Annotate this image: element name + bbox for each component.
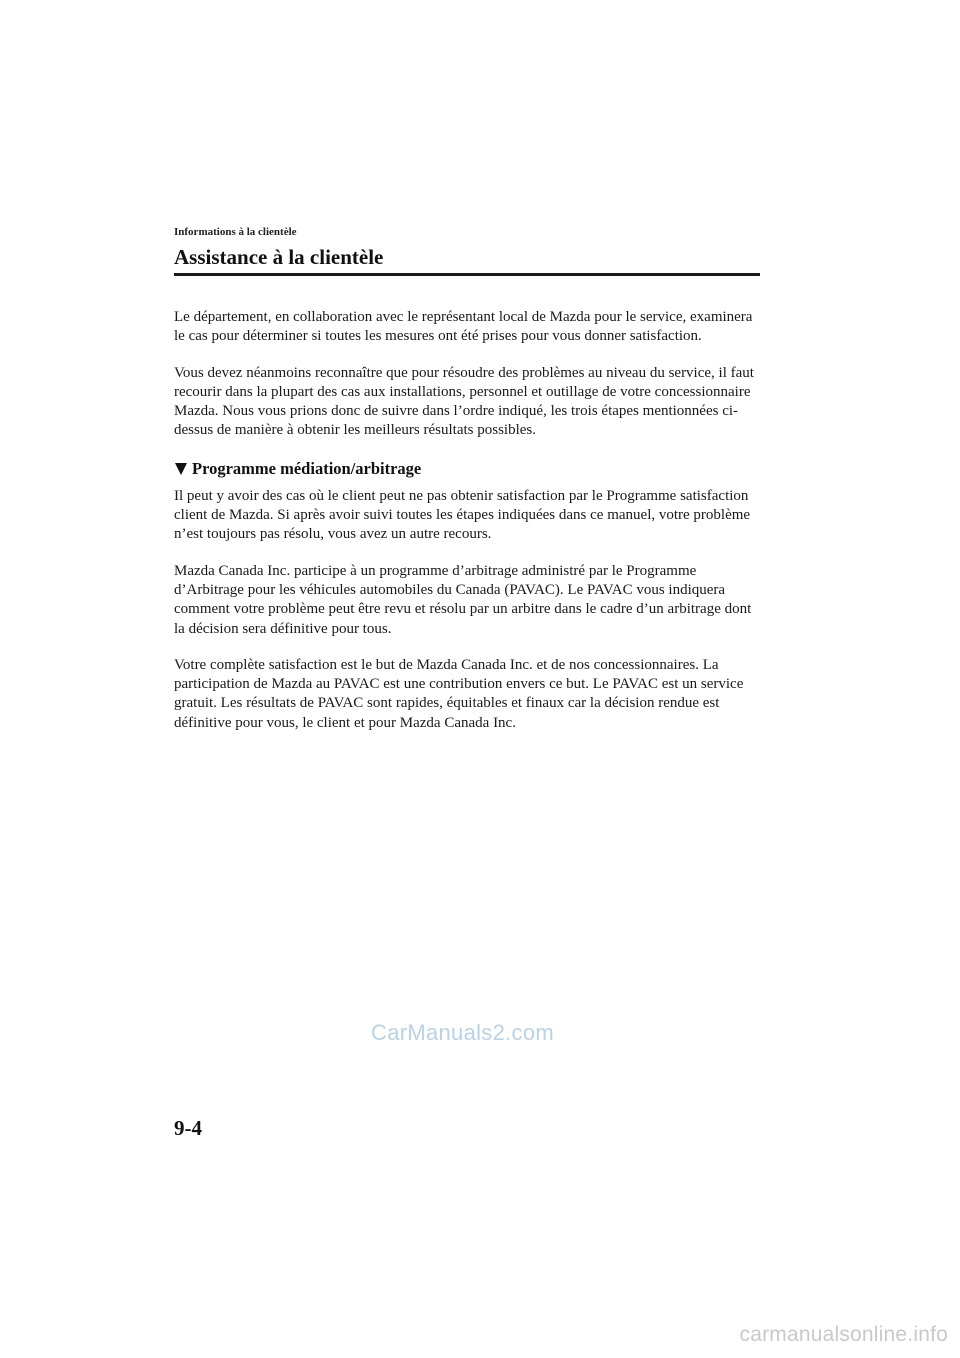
subheading-text: Programme médiation/arbitrage [192,458,422,478]
page-number: 9-4 [174,1116,202,1140]
paragraph: Mazda Canada Inc. participe à un programme d’arbitrage administré par le Programme d’Arbitrage pour les véhicules automobiles du Canada (PAVAC). Le PAVAC vous indiquera comment votre problème peut être revu et résolu par un arbitre dans le cadre d’un arbitrage dont la décision sera définitive pour tous. [174,562,752,637]
footer-site: carmanualsonline.info [739,1323,948,1346]
main-content [174,308,764,750]
subheading [174,458,764,480]
down-triangle-icon [175,463,187,475]
paragraph: Il peut y avoir des cas où le client peut ne pas obtenir satisfaction par le Programme satisfaction client de Mazda. Si après avoir suivi toutes les étapes indiquées dans ce manuel, votre problème n’est toujours pas résolu, vous avez un autre recours. [174,487,751,543]
page-title: Assistance à la clientèle [174,245,384,269]
paragraph: Le département, en collaboration avec le représentant local de Mazda pour le service, examinera le cas pour déterminer si toutes les mesures ont été prises pour vous donner satisfaction. [174,309,753,345]
watermark: CarManuals2.com [371,1020,555,1045]
paragraph: Votre complète satisfaction est le but de Mazda Canada Inc. et de nos concessionnaires. La participation de Mazda au PAVAC est une contribution envers ce but. Le PAVAC est un service gratuit. Les résultats de PAVAC sont rapides, équitables et finaux car la décision rendue est définitive pour vous, le client et pour Mazda Canada Inc. [174,656,744,731]
title-rule [174,273,760,276]
section-label: Informations à la clientèle [174,226,297,238]
paragraph: Vous devez néanmoins reconnaître que pour résoudre des problèmes au niveau du service, il faut recourir dans la plupart des cas aux installations, personnel et outillage de votre concessionnaire Mazda. Nous vous prions donc de suivre dans l’ordre indiqué, les trois étapes mentionnées ci-dessus de manière à obtenir les meilleurs résultats possibles. [174,364,754,439]
